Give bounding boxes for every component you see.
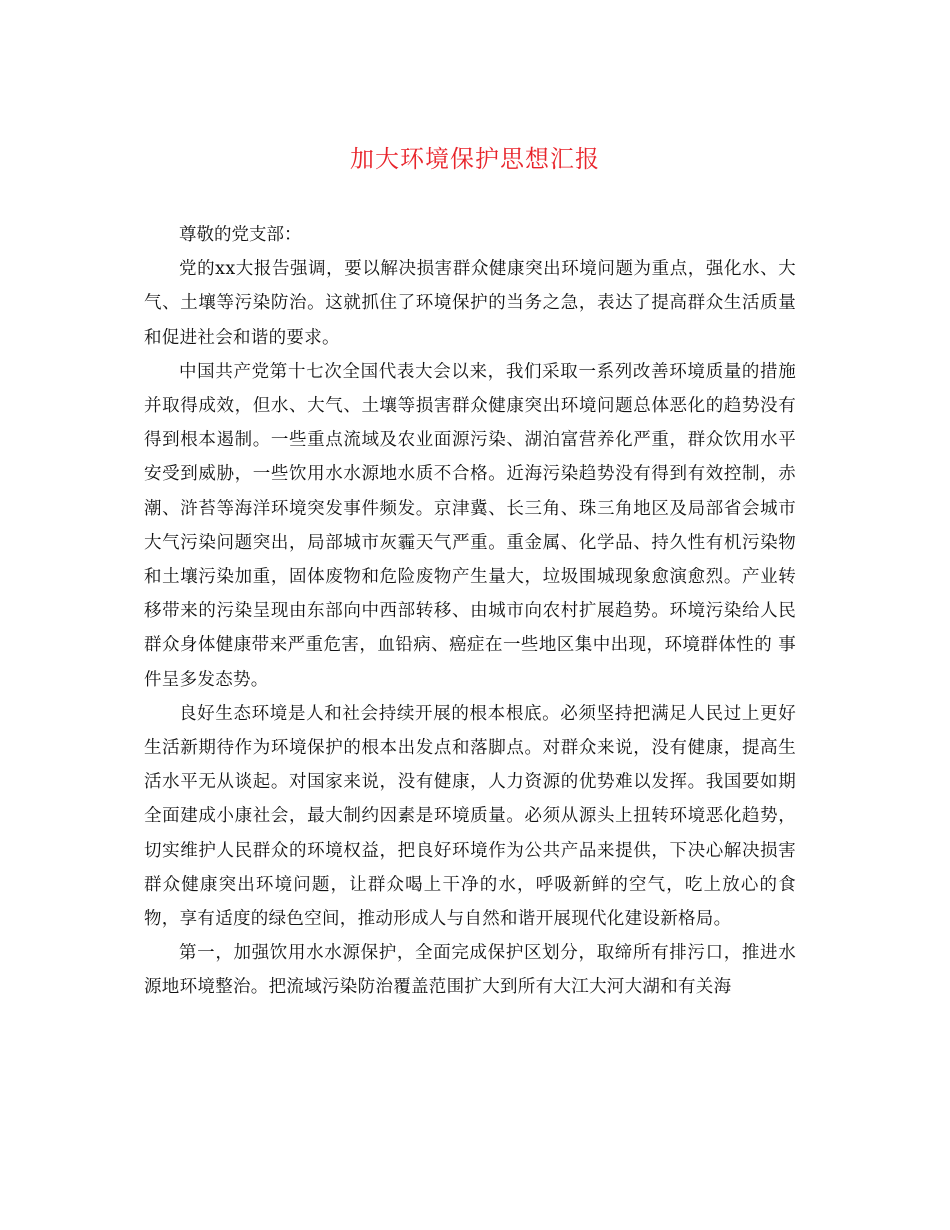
paragraph-4: 第一，加强饮用水水源保护，全面完成保护区划分，取缔所有排污口，推进水源地环境整治。把流域污染防治覆盖范围扩大到所有大江大河大湖和有关海 [144, 943, 796, 998]
salutation: 尊敬的党支部： [179, 225, 302, 245]
paragraph-3: 良好生态环境是人和社会持续开展的根本根底。必须坚持把满足人民过上更好生活新期待作为环境保护的根本出发点和落脚点。对群众来说，没有健康，提高生活水平无从谈起。对国家来说，没有健康，人力资源的优势难以发挥。我国要如期全面建成小康社会，最大制约因素是环境质量。必须从源头上扭转环境恶化趋势，切实维护人民群众的环境权益，把良好环境作为公共产品来提供，下决心解决损害群众健康突出环境问题，让群众喝上干净的水，呼吸新鲜的空气，吃上放心的食物，享有适度的绿色空间，推动形成人与自然和谐开展现代化建设新格局。 [144, 703, 796, 930]
document-body [144, 218, 796, 1005]
paragraph-1: 党的xx大报告强调，要以解决损害群众健康突出环境问题为重点，强化水、大气、土壤等污染防治。这就抓住了环境保护的当务之急，表达了提高群众生活质量和促进社会和谐的要求。 [144, 259, 796, 348]
paragraph-2: 中国共产党第十七次全国代表大会以来，我们采取一系列改善环境质量的措施并取得成效，但水、大气、土壤等损害群众健康突出环境问题总体恶化的趋势没有得到根本遏制。一些重点流域及农业面源污染、湖泊富营养化严重，群众饮用水平安受到威胁，一些饮用水水源地水质不合格。近海污染趋势没有得到有效控制，赤潮、浒苔等海洋环境突发事件频发。京津冀、长三角、珠三角地区及局部省会城市大气污染问题突出，局部城市灰霾天气严重。重金属、化学品、持久性有机污染物和土壤污染加重，固体废物和危险废物产生量大，垃圾围城现象愈演愈烈。产业转移带来的污染呈现由东部向中西部转移、由城市向农村扩展趋势。环境污染给人民群众身体健康带来严重危害，血铅病、癌症在一些地区集中出现，环境群体性的 事件呈多发态势。 [144, 361, 796, 690]
document-title: 加大环境保护思想汇报 [350, 145, 600, 173]
